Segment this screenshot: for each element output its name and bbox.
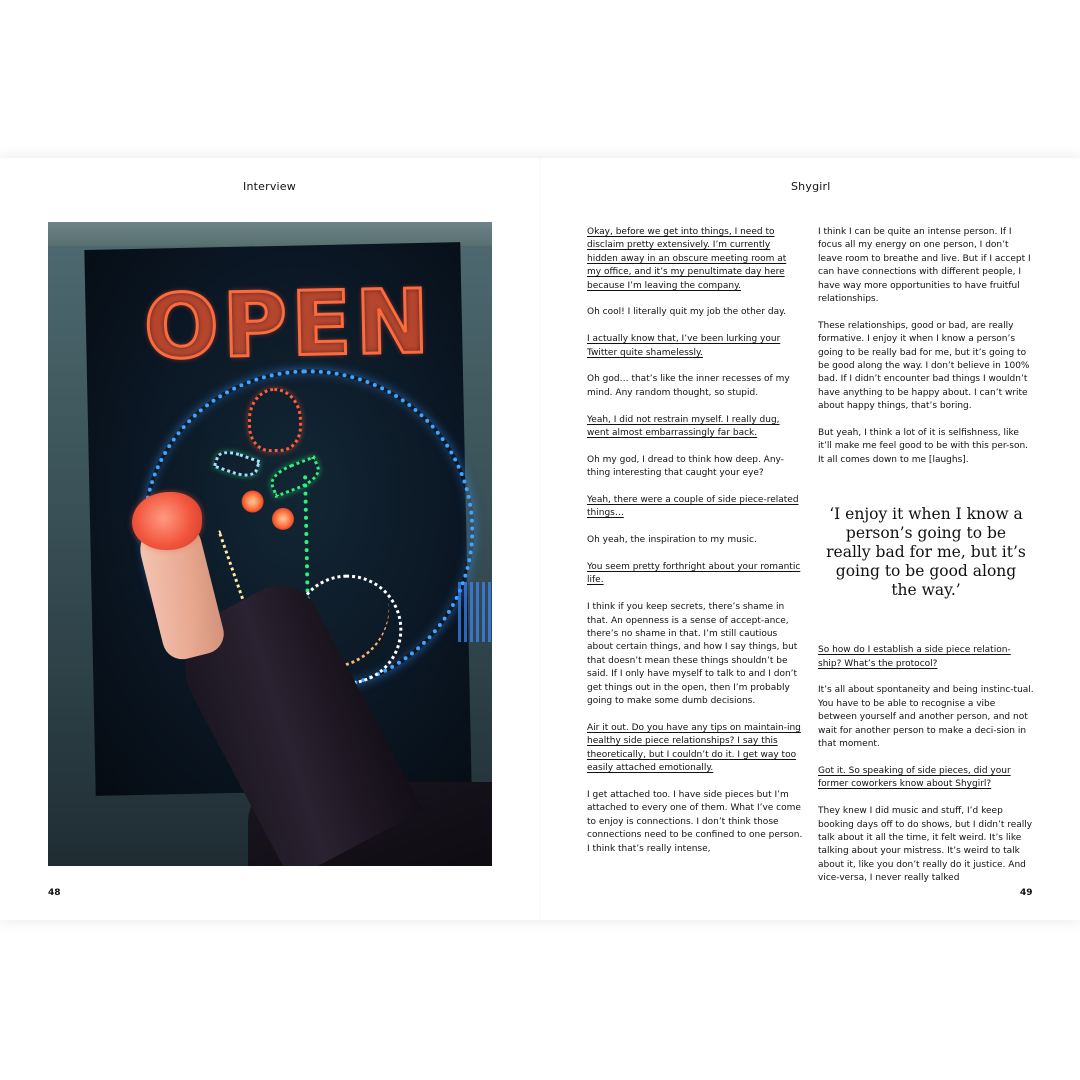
interview-question: So how do I establish a side piece relation-ship? What’s the protocol? xyxy=(818,645,1011,669)
column-2-bottom xyxy=(818,644,1034,885)
interview-question: Got it. So speaking of side pieces, did your former coworkers know about Shygirl? xyxy=(818,765,1011,790)
interview-question: Air it out. Do you have any tips on maintain-ing healthy side piece relationships? I say this theoretically, but I couldn’t do it. I get way too easily attached emotionally. xyxy=(587,722,801,774)
page-number-right: 49 xyxy=(1020,888,1033,898)
magazine-spread xyxy=(0,158,1080,920)
interview-answer: I think I can be quite an intense person. If I focus all my energy on one person, I don’t leave room to breathe and live. But if I accept I can have connections with different people, I have way more opportunities to have fruitful relationships. xyxy=(818,227,1031,305)
interview-answer: It’s all about spontaneity and being instinc-tual. You have to be able to recognise a vibe between yourself and another person, and not wait for another person to make a deci-sion in that moment. xyxy=(818,685,1034,750)
interview-answer: Oh god… that’s like the inner recesses of my mind. Any random thought, so stupid. xyxy=(587,374,790,398)
background-lights xyxy=(458,582,492,642)
interview-answer: Oh my god, I dread to think how deep. Any-thing interesting that caught your eye? xyxy=(587,454,784,479)
running-head-right: Shygirl xyxy=(791,180,831,193)
interview-answer: I get attached too. I have side pieces but I’m attached to every one of them. What I’ve come to enjoy is connections. I don’t think those connections need to be confined to one person. I think that’s really intense, xyxy=(587,789,803,854)
neon-rose xyxy=(247,387,302,452)
interview-answer: But yeah, I think a lot of it is selfishness, like it’ll make me feel good to be with this per-son. It all comes down to me [laughs]. xyxy=(818,428,1029,465)
text-column-2 xyxy=(818,226,1034,899)
pull-quote: ‘I enjoy it when I know a person’s going to be really bad for me, but it’s going to be good along the way.’ xyxy=(826,505,1026,600)
interview-question: Yeah, there were a couple of side piece-related things… xyxy=(587,495,799,519)
neon-sign-photo xyxy=(48,222,492,866)
page-number-left: 48 xyxy=(48,888,61,898)
interview-question: You seem pretty forthright about your romantic life. xyxy=(587,562,801,586)
red-flower xyxy=(132,492,202,550)
open-neon-text: OPEN xyxy=(142,269,435,379)
interview-answer: Oh yeah, the inspiration to my music. xyxy=(587,535,757,546)
interview-answer: I think if you keep secrets, there’s shame in that. An openness is a sense of accept-ance, there’s no shame in that. I’m still cautious about certain things, and how I say things, but that doesn’t mean these things shouldn’t be said. If I only have myself to talk to and I don’t get things out in the open, then I’m probably going to make some dumb decisions. xyxy=(587,602,798,707)
interview-answer: They knew I did music and stuff, I’d keep booking days off to do shows, but I didn’t really talk about it all the time, it felt weird. It’s like talking about your mistress. It’s weird to talk about it, like you don’t really do it justice. And vice-versa, I never really talked xyxy=(818,806,1033,884)
running-head-left: Interview xyxy=(243,180,296,193)
interview-answer: These relationships, good or bad, are really formative. I enjoy it when I know a person’s going to be really bad for me, but it’s going to be good along the way. I don’t believe in 100% bad. If I didn’t encounter bad things I wouldn’t have anything to be happy about. I can’t write about happy things, that’s boring. xyxy=(818,320,1030,412)
interview-question: Okay, before we get into things, I need to disclaim pretty extensively. I’m currently hidden away in an obscure meeting room at my office, and it’s my penultimate day here because I’m leaving the company. xyxy=(587,227,787,291)
interview-answer: Oh cool! I literally quit my job the other day. xyxy=(587,307,787,318)
interview-question: I actually know that, I’ve been lurking your Twitter quite shamelessly. xyxy=(587,334,781,358)
text-column-1 xyxy=(587,226,803,869)
interview-question: Yeah, I did not restrain myself. I really dug, went almost embarrassingly far back. xyxy=(587,414,780,439)
column-2-top xyxy=(818,226,1034,467)
spine-gutter xyxy=(539,158,541,920)
